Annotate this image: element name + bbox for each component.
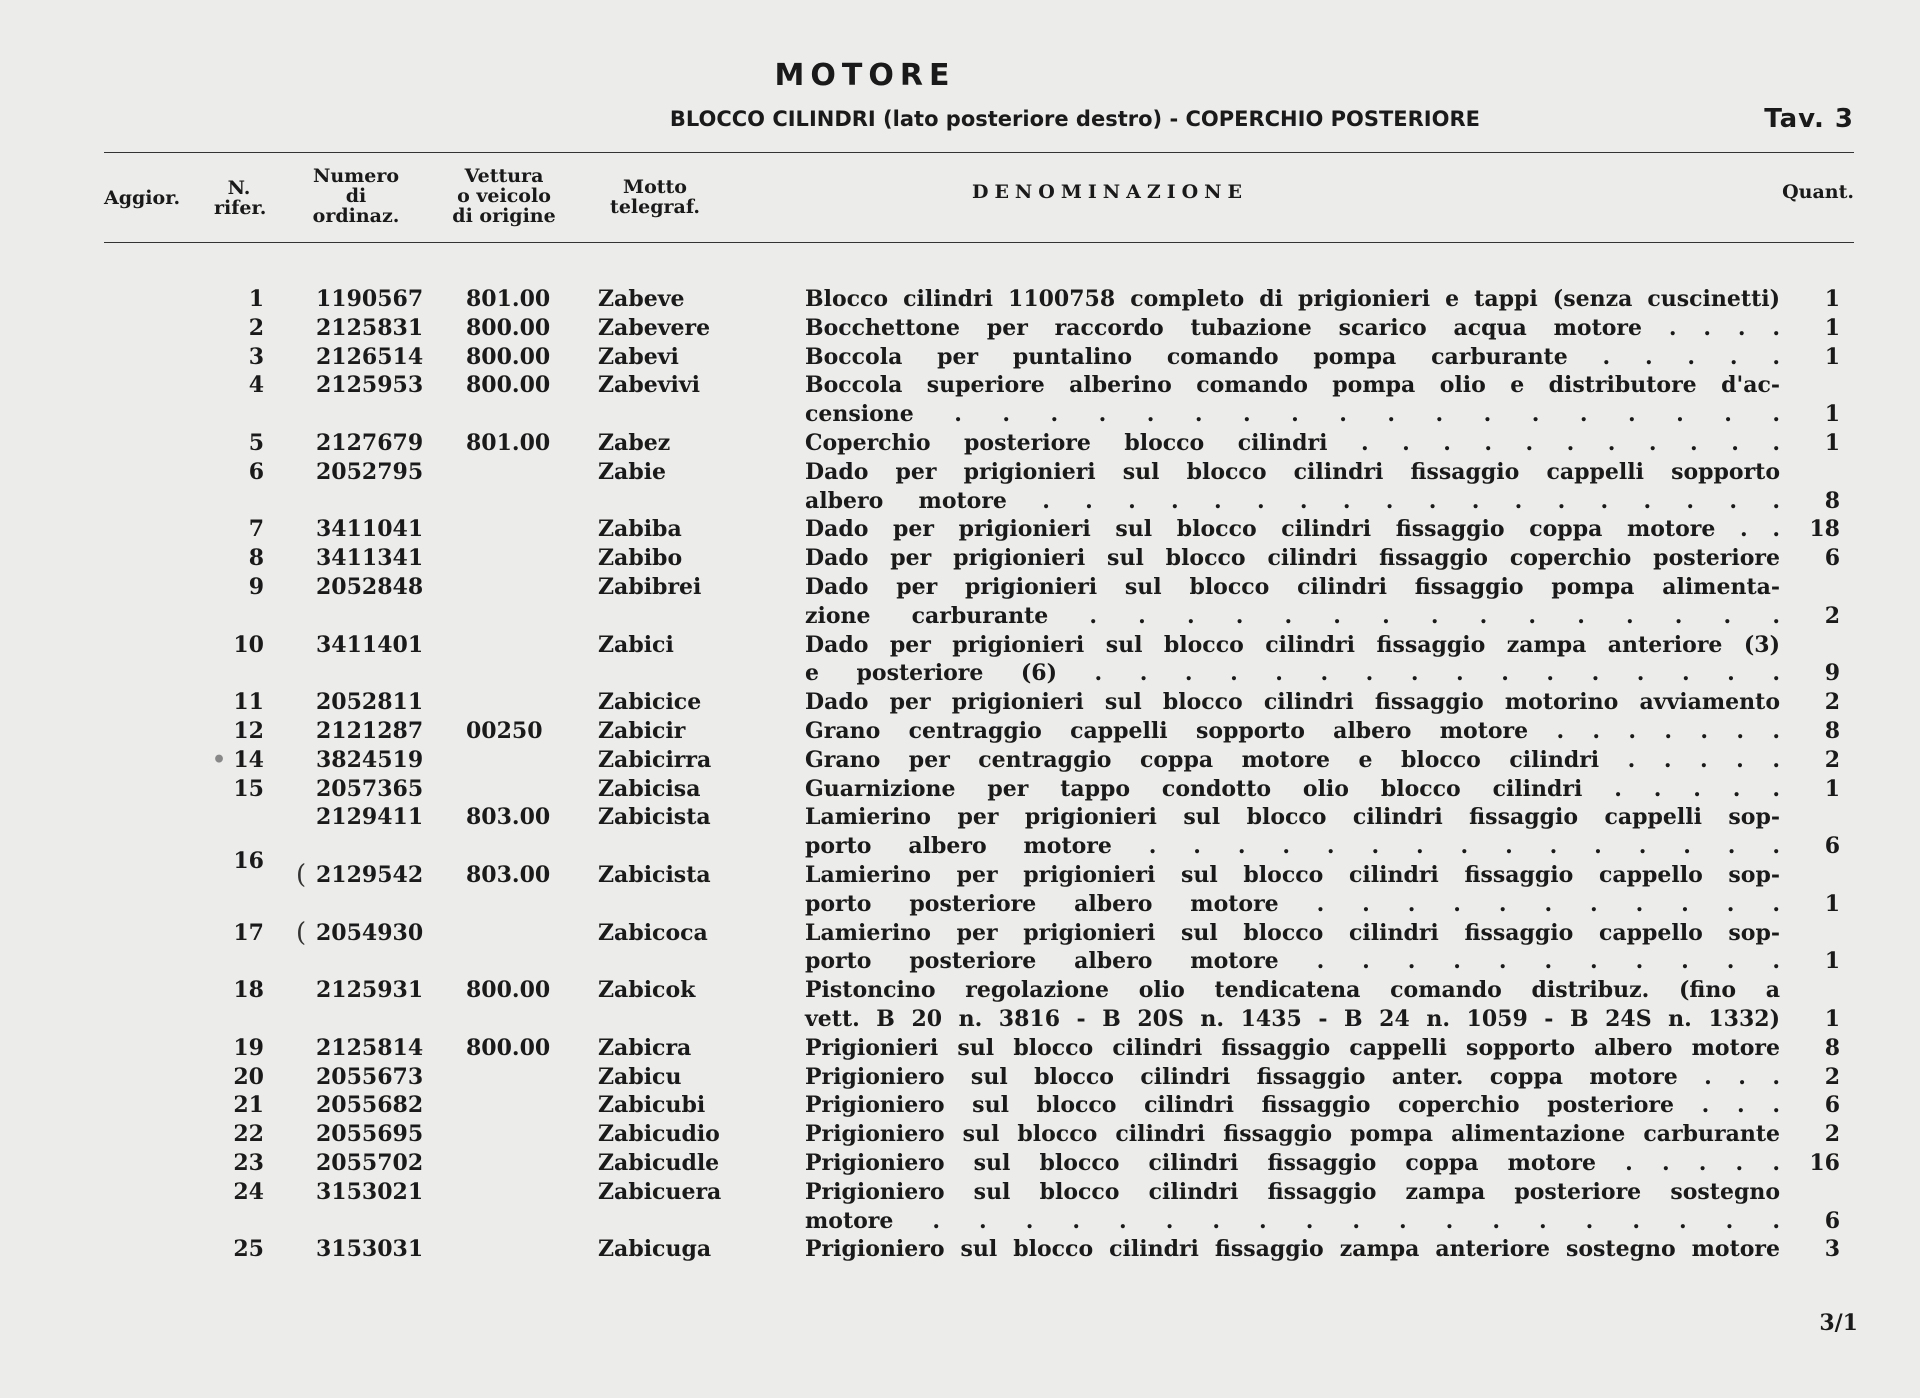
description-line: censione . . . . . . . . . . . . . . . . . . — [805, 401, 1780, 428]
quantity: 3 — [1824, 1236, 1840, 1263]
part-description — [805, 717, 1780, 746]
description-line: Dado per prigionieri sul blocco cilindri fissaggio motorino avviamento — [805, 689, 1780, 716]
quantity: 1 — [1824, 890, 1840, 917]
origin-vehicle: 801.00 — [466, 429, 551, 456]
col-header-vettura-line: Vettura — [464, 165, 544, 187]
description-line: e posteriore (6) . . . . . . . . . . . . . . . . — [805, 660, 1780, 687]
col-header-denominazione: DENOMINAZIONE — [971, 181, 1249, 203]
part-description — [805, 314, 1780, 343]
table-row — [0, 775, 1920, 804]
origin-vehicle: 803.00 — [466, 804, 551, 831]
ref-number: 12 — [233, 717, 264, 744]
part-description — [805, 573, 1780, 631]
part-description — [805, 746, 1780, 775]
quantity: 8 — [1824, 717, 1840, 744]
order-number: 1190567 — [316, 286, 424, 312]
parts-table — [0, 285, 1920, 1264]
telegraph-code: Zabevivi — [598, 372, 700, 399]
description-line: Lamierino per prigionieri sul blocco cilindri fissaggio cappello sop- — [805, 919, 1780, 946]
description-line: Lamierino per prigionieri sul blocco cilindri fissaggio cappello sop- — [805, 861, 1780, 888]
part-description — [805, 1034, 1780, 1063]
telegraph-code: Zabici — [598, 631, 674, 658]
ref-number: 9 — [248, 573, 264, 600]
ref-number-group: 16 — [233, 847, 264, 874]
quantity: 1 — [1824, 1005, 1840, 1032]
table-row — [0, 1063, 1920, 1092]
page-number: 3/1 — [1819, 1310, 1858, 1336]
description-line: Blocco cilindri 1100758 completo di prigionieri e tappi (senza cuscinetti) — [805, 286, 1780, 312]
part-description — [805, 285, 1780, 314]
description-line: Grano centraggio cappelli sopporto albero motore . . . . . . . — [805, 717, 1780, 744]
table-row — [0, 976, 1920, 1034]
ref-number: 11 — [233, 689, 264, 716]
order-number: 3153021 — [316, 1178, 424, 1205]
part-description — [805, 1149, 1780, 1178]
table-row — [0, 717, 1920, 746]
ref-number: 14 — [233, 746, 264, 773]
order-number: 2052811 — [316, 689, 424, 716]
quantity: 1 — [1824, 286, 1840, 312]
quantity: 6 — [1824, 1092, 1840, 1119]
telegraph-code: Zabeve — [598, 286, 685, 312]
order-number: 2129542 — [316, 861, 424, 888]
origin-vehicle: 800.00 — [466, 372, 551, 399]
quantity: 8 — [1824, 1034, 1840, 1061]
telegraph-code: Zabez — [598, 429, 671, 456]
order-number: 2125814 — [316, 1034, 424, 1061]
part-description — [805, 343, 1780, 372]
table-row — [0, 429, 1920, 458]
description-line: Prigioniero sul blocco cilindri fissaggio coppa motore . . . . . — [805, 1149, 1780, 1176]
col-header-nrif — [214, 177, 267, 219]
col-header-aggior: Aggior. — [104, 187, 181, 209]
order-number: 2052848 — [316, 573, 424, 600]
origin-vehicle: 800.00 — [466, 1034, 551, 1061]
quantity: 2 — [1824, 689, 1840, 716]
quantity: 1 — [1824, 314, 1840, 341]
description-line: Prigioniero sul blocco cilindri fissaggio zampa anteriore sostegno motore — [805, 1236, 1780, 1263]
order-number: 3411341 — [316, 545, 424, 572]
table-row — [0, 515, 1920, 544]
order-number: 2057365 — [316, 775, 424, 802]
ref-number: 22 — [233, 1121, 264, 1148]
order-number: 2055695 — [316, 1121, 424, 1148]
part-description — [805, 458, 1780, 516]
description-line: Prigioniero sul blocco cilindri fissaggio coperchio posteriore . . . — [805, 1092, 1780, 1119]
description-line: Prigioniero sul blocco cilindri fissaggio pompa alimentazione carburante — [805, 1121, 1780, 1148]
ref-number: 20 — [233, 1063, 264, 1090]
telegraph-code: Zabicra — [598, 1034, 692, 1061]
ref-number: 3 — [248, 343, 264, 370]
part-description — [805, 1063, 1780, 1092]
telegraph-code: Zabicu — [598, 1063, 682, 1090]
ref-number: 23 — [233, 1149, 264, 1176]
description-line: Dado per prigionieri sul blocco cilindri fissaggio coppa motore . . — [805, 516, 1780, 543]
quantity: 2 — [1824, 746, 1840, 773]
description-line: Bocchettone per raccordo tubazione scarico acqua motore . . . . — [805, 314, 1780, 341]
ref-number: 17 — [233, 919, 264, 946]
telegraph-code: Zabevi — [598, 343, 679, 370]
telegraph-code: Zabibo — [598, 545, 683, 572]
order-number: 2121287 — [316, 717, 424, 744]
telegraph-code: Zabicista — [598, 804, 711, 831]
origin-vehicle: 800.00 — [466, 343, 551, 370]
part-description — [805, 803, 1780, 861]
table-row — [0, 458, 1920, 516]
description-line: vett. B 20 n. 3816 - B 20S n. 1435 - B 24 n. 1059 - B 24S n. 1332) — [805, 1005, 1780, 1032]
ref-number: 25 — [233, 1236, 264, 1263]
description-line: porto posteriore albero motore . . . . . . . . . . . — [805, 890, 1780, 917]
table-row — [0, 371, 1920, 429]
ref-number: 5 — [248, 429, 264, 456]
ref-number: 4 — [248, 372, 264, 399]
table-row — [0, 1235, 1920, 1264]
ref-number: 7 — [248, 516, 264, 543]
order-number: 2055682 — [316, 1092, 424, 1119]
origin-vehicle: 00250 — [466, 717, 543, 744]
telegraph-code: Zabicudle — [598, 1149, 720, 1176]
description-line: Boccola per puntalino comando pompa carburante . . . . . — [805, 343, 1780, 370]
col-header-motto-line: telegraf. — [610, 196, 700, 218]
order-number: 2125831 — [316, 314, 424, 341]
telegraph-code: Zabicuera — [598, 1178, 722, 1205]
part-description — [805, 1091, 1780, 1120]
part-description — [805, 976, 1780, 1034]
quantity: 6 — [1824, 545, 1840, 572]
telegraph-code: Zabicok — [598, 977, 696, 1004]
update-mark: • — [212, 746, 227, 773]
telegraph-code: Zabevere — [598, 314, 711, 341]
description-line: Dado per prigionieri sul blocco cilindri fissaggio cappelli sopporto — [805, 458, 1780, 485]
ref-number: 2 — [248, 314, 264, 341]
description-line: Coperchio posteriore blocco cilindri . . . . . . . . . . . — [805, 429, 1780, 456]
quantity: 1 — [1824, 775, 1840, 802]
group-brace: ( — [296, 917, 307, 948]
quantity: 8 — [1824, 487, 1840, 514]
table-row — [0, 285, 1920, 314]
col-header-motto-line: Motto — [623, 176, 687, 198]
ref-number: 1 — [248, 286, 264, 312]
table-row — [0, 919, 1920, 977]
quantity: 2 — [1824, 1121, 1840, 1148]
quantity: 6 — [1824, 833, 1840, 860]
telegraph-code: Zabiba — [598, 516, 682, 543]
header-top-rule — [104, 152, 1854, 153]
part-description — [805, 429, 1780, 458]
ref-number: 6 — [248, 458, 264, 485]
quantity: 1 — [1824, 343, 1840, 370]
origin-vehicle: 800.00 — [466, 977, 551, 1004]
ref-number: 10 — [233, 631, 264, 658]
table-row — [0, 1034, 1920, 1063]
table-row — [0, 1178, 1920, 1236]
quantity: 6 — [1824, 1207, 1840, 1234]
description-line: albero motore . . . . . . . . . . . . . . . . . . — [805, 487, 1780, 514]
quantity: 2 — [1824, 1063, 1840, 1090]
description-line: Prigioniero sul blocco cilindri fissaggio anter. coppa motore . . . — [805, 1063, 1780, 1090]
order-number: 2125953 — [316, 372, 424, 399]
order-number: 3153031 — [316, 1236, 424, 1263]
table-row — [0, 544, 1920, 573]
description-line: motore . . . . . . . . . . . . . . . . . . . — [805, 1207, 1780, 1234]
order-number: 3411041 — [316, 516, 424, 543]
ref-number: 21 — [233, 1092, 264, 1119]
telegraph-code: Zabicoca — [598, 919, 708, 946]
part-description — [805, 544, 1780, 573]
order-number: 3411401 — [316, 631, 424, 658]
ref-number: 15 — [233, 775, 264, 802]
col-header-vettura — [440, 166, 568, 226]
quantity: 16 — [1809, 1149, 1840, 1176]
description-line: Grano per centraggio coppa motore e blocco cilindri . . . . . — [805, 746, 1780, 773]
origin-vehicle: 803.00 — [466, 861, 551, 888]
group-brace: ( — [296, 859, 307, 890]
description-line: Guarnizione per tappo condotto olio blocco cilindri . . . . . — [805, 775, 1780, 802]
description-line: Pistoncino regolazione olio tendicatena comando distribuz. (fino a — [805, 977, 1780, 1004]
col-header-nrif-line: N. — [227, 177, 251, 199]
part-description — [805, 1178, 1780, 1236]
col-header-nrif-line: rifer. — [214, 197, 267, 219]
telegraph-code: Zabicista — [598, 861, 711, 888]
quantity: 2 — [1824, 602, 1840, 629]
description-line: Prigioniero sul blocco cilindri fissaggio zampa posteriore sostegno — [805, 1178, 1780, 1205]
part-description — [805, 515, 1780, 544]
order-number: 2052795 — [316, 458, 424, 485]
part-description — [805, 775, 1780, 804]
col-header-numero-line: di — [345, 185, 367, 207]
order-number: 2055702 — [316, 1149, 424, 1176]
description-line: Lamierino per prigionieri sul blocco cilindri fissaggio cappelli sop- — [805, 804, 1780, 831]
order-number: 2125931 — [316, 977, 424, 1004]
description-line: Prigionieri sul blocco cilindri fissaggio cappelli sopporto albero motore — [805, 1034, 1780, 1061]
description-line: Boccola superiore alberino comando pompa olio e distributore d'ac- — [805, 372, 1780, 399]
order-number: 2054930 — [316, 919, 424, 946]
description-line: porto posteriore albero motore . . . . . . . . . . . — [805, 948, 1780, 975]
quantity: 1 — [1824, 401, 1840, 428]
order-number: 2127679 — [316, 429, 424, 456]
description-line: zione carburante . . . . . . . . . . . . . . . — [805, 602, 1780, 629]
origin-vehicle: 800.00 — [466, 314, 551, 341]
description-line: Dado per prigionieri sul blocco cilindri fissaggio zampa anteriore (3) — [805, 631, 1780, 658]
quantity: 1 — [1824, 948, 1840, 975]
table-row — [0, 746, 1920, 775]
part-description — [805, 371, 1780, 429]
order-number: 2055673 — [316, 1063, 424, 1090]
table-row — [0, 314, 1920, 343]
order-number: 2126514 — [316, 343, 424, 370]
col-header-vettura-line: o veicolo — [457, 185, 551, 207]
telegraph-code: Zabicisa — [598, 775, 701, 802]
col-header-numero-line: Numero — [312, 165, 400, 187]
table-row — [0, 688, 1920, 717]
telegraph-code: Zabie — [598, 458, 667, 485]
quantity: 9 — [1824, 660, 1840, 687]
table-row — [0, 1120, 1920, 1149]
plate-number: Tav. 3 — [1764, 104, 1854, 134]
col-header-vettura-line: di origine — [452, 205, 556, 227]
quantity: 1 — [1824, 429, 1840, 456]
part-description — [805, 688, 1780, 717]
page-title: MOTORE — [774, 58, 956, 93]
origin-vehicle: 801.00 — [466, 286, 551, 312]
header-bottom-rule — [104, 242, 1854, 243]
part-description — [805, 631, 1780, 689]
part-description — [805, 861, 1780, 919]
col-header-motto — [598, 177, 712, 217]
order-number: 3824519 — [316, 746, 424, 773]
col-header-quant: Quant. — [1782, 181, 1854, 203]
col-header-numero — [300, 166, 412, 226]
table-row — [0, 1149, 1920, 1178]
table-row — [0, 343, 1920, 372]
table-row — [0, 1091, 1920, 1120]
description-line: porto albero motore . . . . . . . . . . . . . . . — [805, 833, 1780, 860]
telegraph-code: Zabicubi — [598, 1092, 706, 1119]
part-description — [805, 1120, 1780, 1149]
telegraph-code: Zabicice — [598, 689, 702, 716]
page-subtitle: BLOCCO CILINDRI (lato posteriore destro) - COPERCHIO POSTERIORE — [669, 107, 1480, 131]
telegraph-code: Zabibrei — [598, 573, 702, 600]
part-description — [805, 919, 1780, 977]
description-line: Dado per prigionieri sul blocco cilindri fissaggio coperchio posteriore — [805, 545, 1780, 572]
description-line: Dado per prigionieri sul blocco cilindri fissaggio pompa alimenta- — [805, 573, 1780, 600]
ref-number: 18 — [233, 977, 264, 1004]
table-row — [0, 573, 1920, 631]
col-header-numero-line: ordinaz. — [312, 205, 400, 227]
part-description — [805, 1235, 1780, 1264]
order-number: 2129411 — [316, 804, 424, 831]
telegraph-code: Zabicuga — [598, 1236, 712, 1263]
ref-number: 19 — [233, 1034, 264, 1061]
ref-number: 8 — [248, 545, 264, 572]
telegraph-code: Zabicir — [598, 717, 686, 744]
table-row — [0, 631, 1920, 689]
telegraph-code: Zabicirra — [598, 746, 712, 773]
quantity: 18 — [1809, 516, 1840, 543]
telegraph-code: Zabicudio — [598, 1121, 720, 1148]
ref-number: 24 — [233, 1178, 264, 1205]
